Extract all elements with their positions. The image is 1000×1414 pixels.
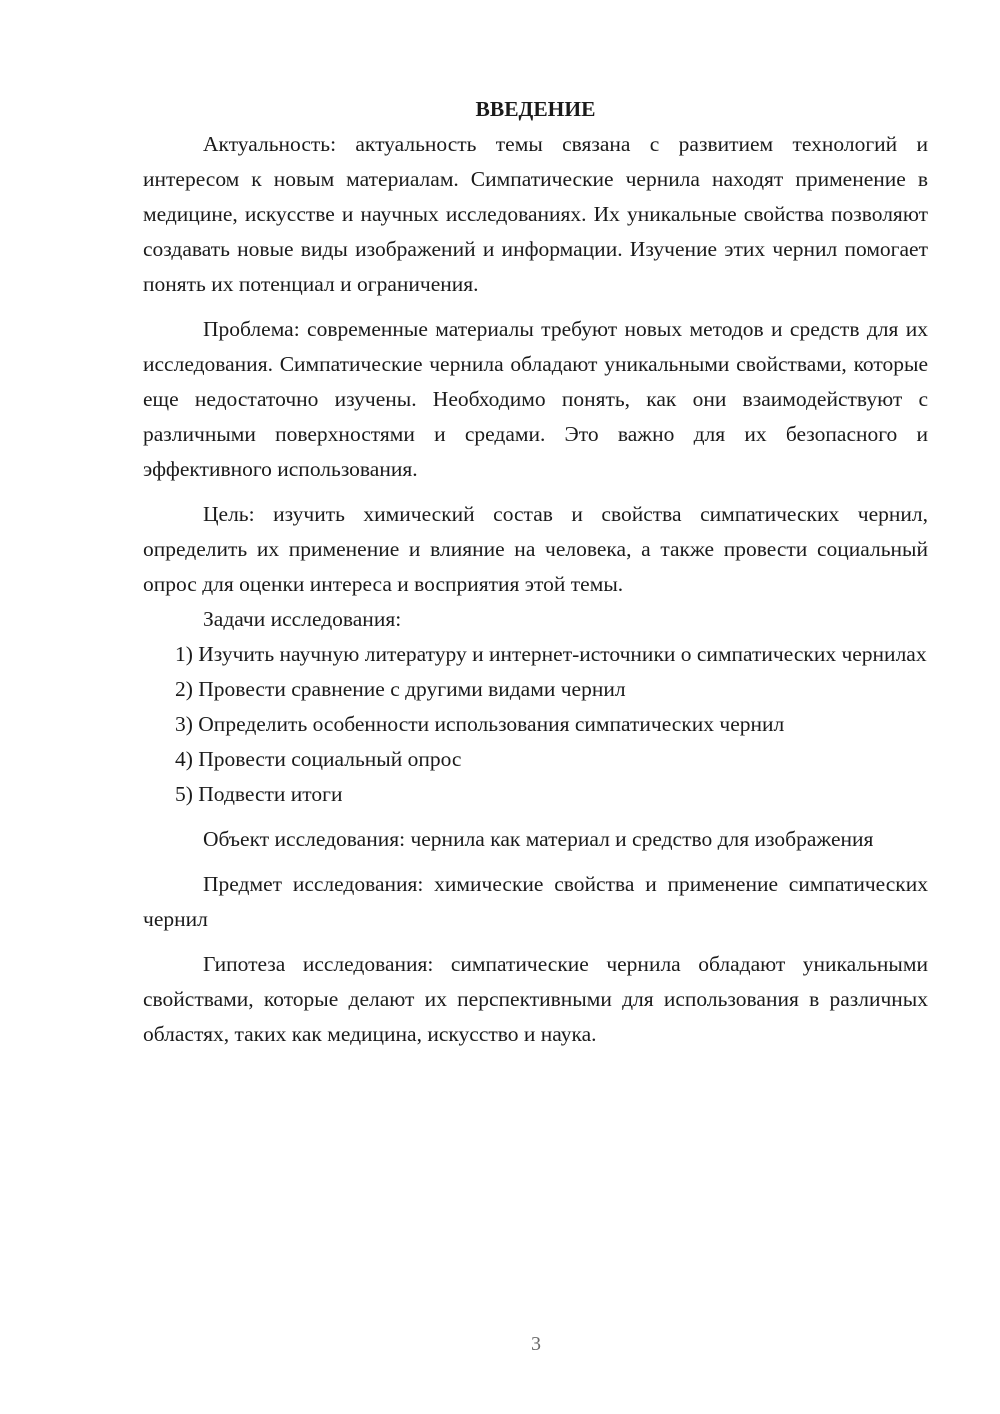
problem-paragraph: Проблема: современные материалы требуют новых методов и средств для их исследования. Симпатические чернила обладают уникальными свойствами, которые еще недостаточно изучены. Необходимо понять, как они взаимодействуют с различными поверхностями и средами. Это важно для их безопасного и эффективного использования. [143,317,928,481]
object-paragraph: Объект исследования: чернила как материал и средство для изображения [203,827,874,851]
relevance-paragraph: Актуальность: актуальность темы связана с развитием технологий и интересом к новым материалам. Симпатические чернила находят применение в медицине, искусстве и научных исследованиях. Их уникальные свойства позволяют создавать новые виды изображений и информации. Изучение этих чернил помогает понять их потенциал и ограничения. [143,132,928,296]
goal-paragraph: Цель: изучить химический состав и свойства симпатических чернил, определить их применение и влияние на человека, а также провести социальный опрос для оценки интереса и восприятия этой темы. [143,502,928,596]
task-item-2: 2) Провести сравнение с другими видами чернил [175,677,626,701]
tasks-title: Задачи исследования: [203,607,402,631]
page-number: 3 [531,1333,541,1355]
task-item-3: 3) Определить особенности использования симпатических чернил [175,712,785,736]
task-item-5: 5) Подвести итоги [175,782,343,806]
subject-paragraph: Предмет исследования: химические свойства и применение симпатических чернил [143,872,928,931]
hypothesis-paragraph: Гипотеза исследования: симпатические чернила обладают уникальными свойствами, которые делают их перспективными для использования в различных областях, таких как медицина, искусство и наука. [143,952,928,1046]
task-item-4: 4) Провести социальный опрос [175,747,462,771]
page-content [143,92,928,1052]
section-heading: ВВЕДЕНИЕ [475,97,596,121]
task-item-1: 1) Изучить научную литературу и интернет-источники о симпатических чернилах [175,642,927,666]
